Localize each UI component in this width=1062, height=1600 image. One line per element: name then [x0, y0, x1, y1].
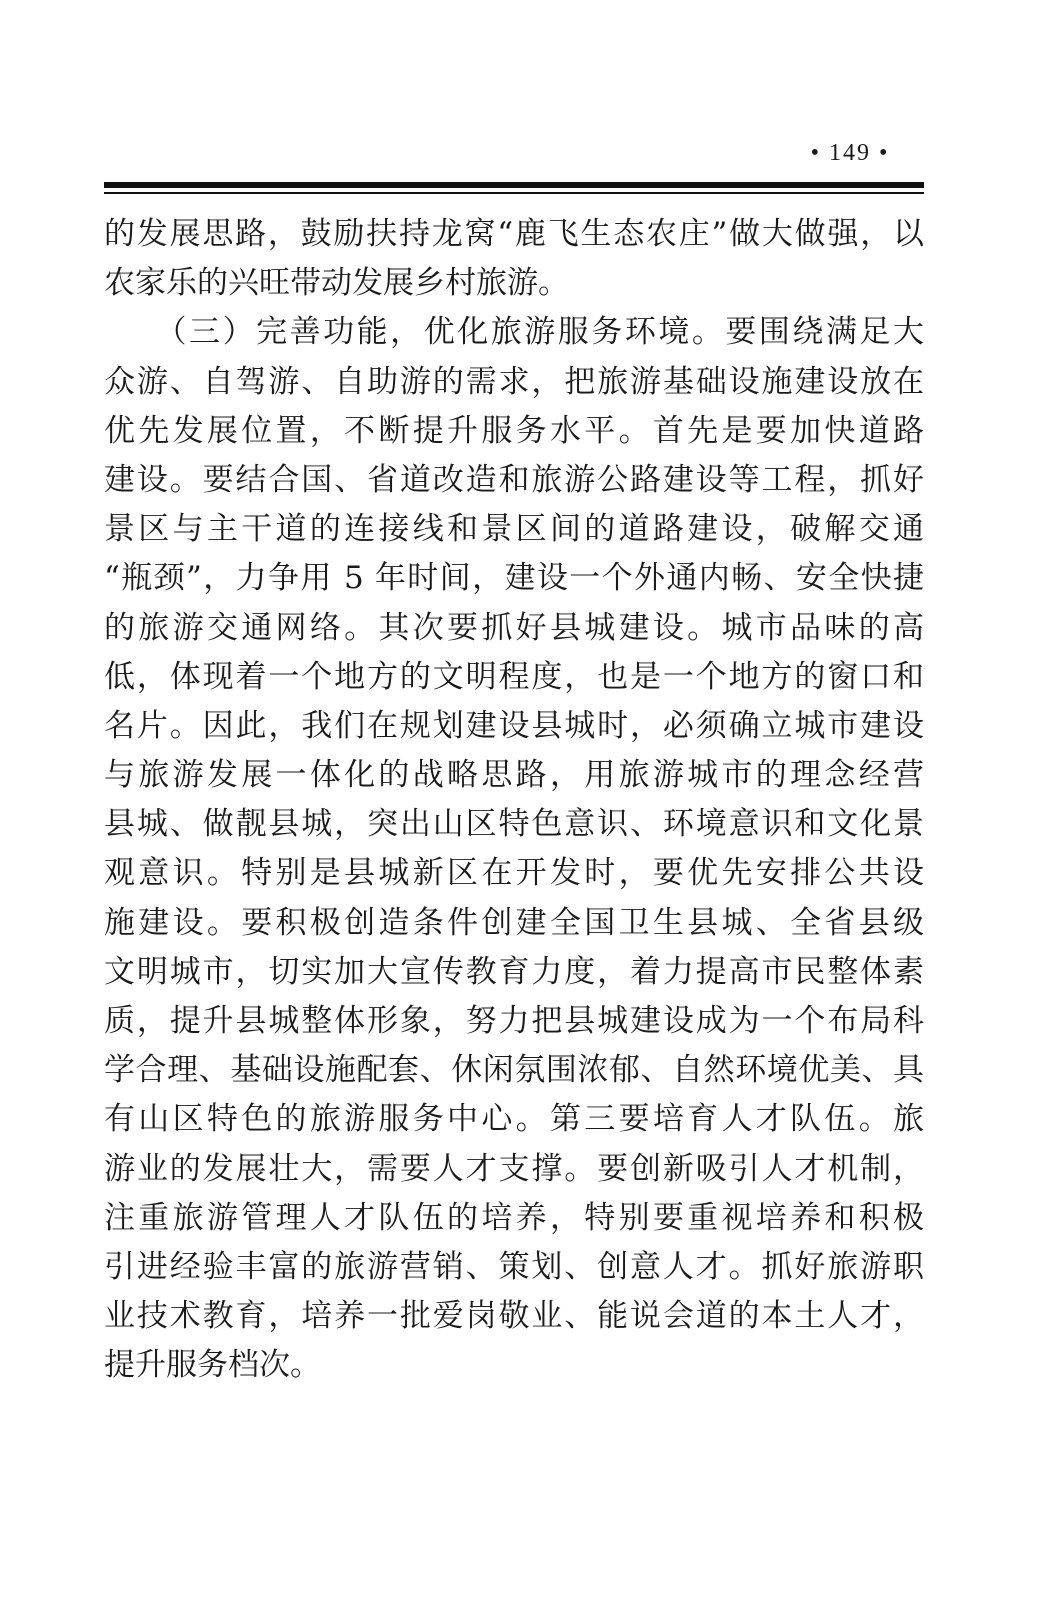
text-line: 注重旅游管理人才队伍的培养，特别要重视培养和积极 [104, 1199, 924, 1236]
text-line: 建设。要结合国、省道改造和旅游公路建设等工程，抓好 [104, 461, 924, 498]
page-number: • 149 • [810, 140, 890, 166]
text-line: 景区与主干道的连接线和景区间的道路建设，破解交通 [104, 511, 924, 548]
text-line: 质，提升县城整体形象，努力把县城建设成为一个布局科 [104, 1003, 924, 1039]
header-rule-thin [104, 192, 924, 194]
text-line: 有山区特色的旅游服务中心。第三要培育人才队伍。旅 [104, 1101, 924, 1138]
body-text [104, 210, 924, 1391]
text-line: 与旅游发展一体化的战略思路，用旅游城市的理念经营 [104, 757, 924, 794]
text-line: （三）完善功能，优化旅游服务环境。要围绕满足大 [104, 314, 924, 351]
text-line: “瓶颈”，力争用 5 年时间，建设一个外通内畅、安全快捷 [104, 560, 924, 597]
text-line: 游业的发展壮大，需要人才支撑。要创新吸引人才机制， [104, 1150, 924, 1187]
text-line: 优先发展位置，不断提升服务水平。首先是要加快道路 [104, 412, 924, 449]
text-line: 施建设。要积极创造条件创建全国卫生县城、全省县级 [104, 904, 924, 941]
text-line: 名片。因此，我们在规划建设县城时，必须确立城市建设 [104, 707, 924, 744]
header-rule-thick [104, 182, 924, 188]
text-line: 低，体现着一个地方的文明程度，也是一个地方的窗口和 [104, 658, 924, 695]
text-line: 观意识。特别是县城新区在开发时，要优先安排公共设 [104, 855, 924, 892]
text-line: 文明城市，切实加大宣传教育力度，着力提高市民整体素 [104, 953, 924, 990]
text-line: 的旅游交通网络。其次要抓好县城建设。城市品味的高 [104, 609, 924, 646]
text-line: 学合理、基础设施配套、休闲氛围浓郁、自然环境优美、具 [104, 1052, 924, 1089]
text-line: 县城、做靓县城，突出山区特色意识、环境意识和文化景 [104, 806, 924, 843]
text-line: 引进经验丰富的旅游营销、策划、创意人才。抓好旅游职 [104, 1248, 924, 1285]
text-line: 众游、自驾游、自助游的需求，把旅游基础设施建设放在 [104, 363, 924, 400]
text-line: 业技术教育，培养一批爱岗敬业、能说会道的本土人才， [104, 1298, 924, 1335]
text-line: 的发展思路，鼓励扶持龙窝“鹿飞生态农庄”做大做强，以 [104, 216, 924, 252]
text-line: 提升服务档次。 [104, 1347, 321, 1384]
text-line: 农家乐的兴旺带动发展乡村旅游。 [104, 265, 569, 302]
